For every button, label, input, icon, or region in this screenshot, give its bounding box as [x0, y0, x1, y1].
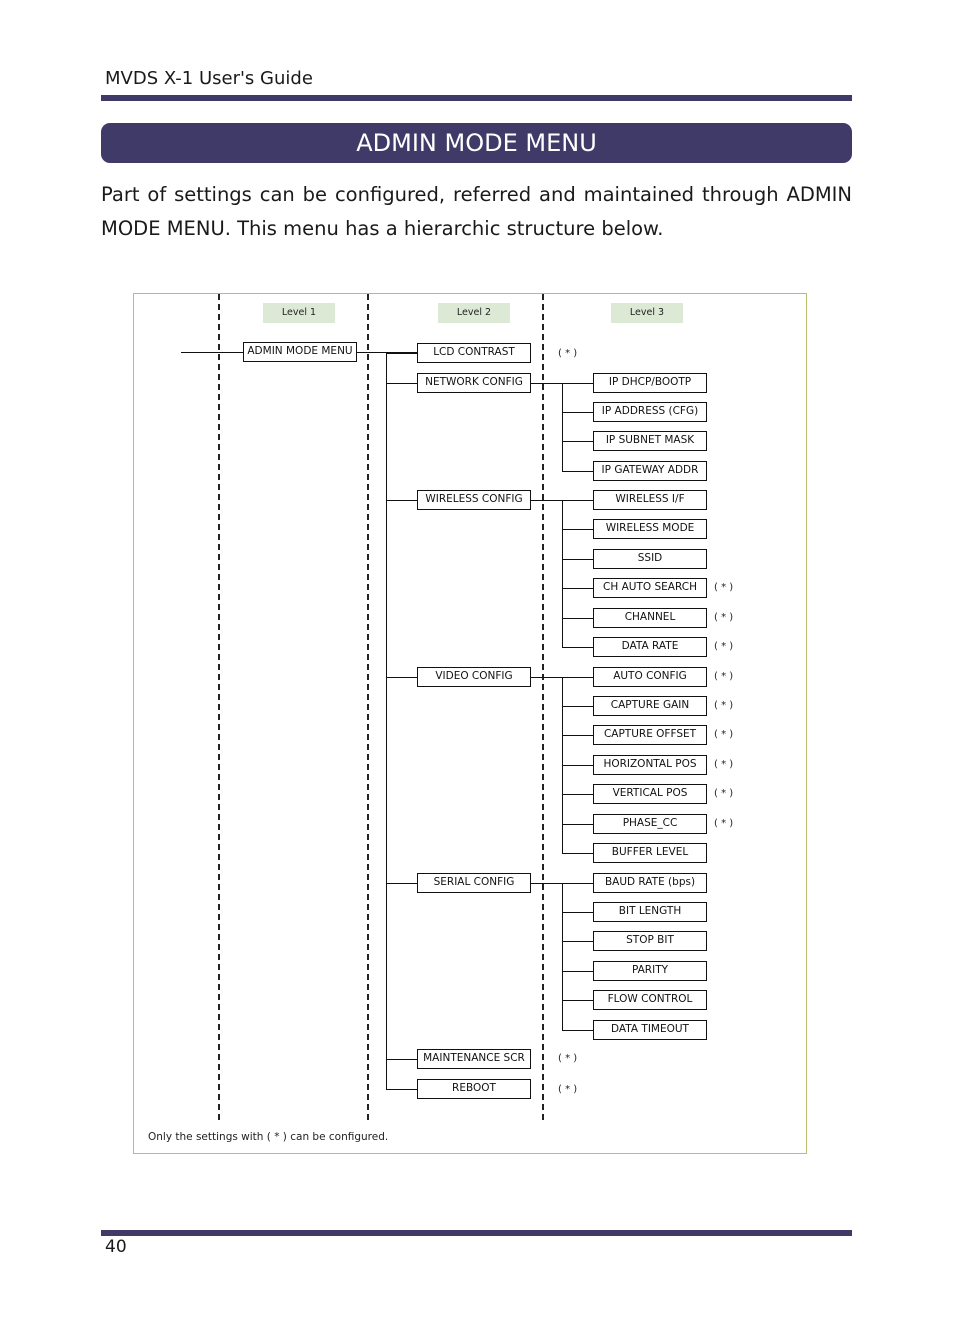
- data-rate-node: DATA RATE: [593, 637, 707, 657]
- connector: [562, 706, 593, 707]
- connector: [562, 941, 593, 942]
- auto-config-node: AUTO CONFIG: [593, 667, 707, 687]
- configurable-marker: ( * ): [714, 759, 734, 770]
- connector: [562, 559, 593, 560]
- ip-gateway-addr-node: IP GATEWAY ADDR: [593, 461, 707, 481]
- connector: [386, 353, 417, 354]
- connector: [386, 383, 417, 384]
- capture-offset-node: CAPTURE OFFSET: [593, 725, 707, 745]
- flow-control-node: FLOW CONTROL: [593, 990, 707, 1010]
- ssid-node: SSID: [593, 549, 707, 569]
- connector: [181, 352, 243, 353]
- horizontal-pos-node: HORIZONTAL POS: [593, 755, 707, 775]
- connector: [386, 883, 417, 884]
- bit-length-node: BIT LENGTH: [593, 902, 707, 922]
- configurable-marker: ( * ): [558, 1084, 578, 1095]
- menu-hierarchy-diagram: [133, 293, 807, 1154]
- connector: [562, 471, 593, 472]
- video-config-node: VIDEO CONFIG: [417, 667, 531, 687]
- connector: [562, 1030, 593, 1031]
- configurable-marker: ( * ): [714, 612, 734, 623]
- connector: [562, 500, 563, 647]
- reboot-node: REBOOT: [417, 1079, 531, 1099]
- footer-rule: [101, 1230, 852, 1236]
- connector: [562, 794, 593, 795]
- configurable-marker: ( * ): [714, 700, 734, 711]
- ip-address-node: IP ADDRESS (CFG): [593, 402, 707, 422]
- page-number: 40: [105, 1237, 127, 1257]
- configurable-marker: ( * ): [558, 1053, 578, 1064]
- diagram-footnote: Only the settings with ( * ) can be configured.: [148, 1131, 389, 1143]
- connector: [562, 912, 593, 913]
- connector: [562, 412, 593, 413]
- column-divider: [542, 294, 544, 1120]
- ip-dhcp-bootp-node: IP DHCP/BOOTP: [593, 373, 707, 393]
- network-config-node: NETWORK CONFIG: [417, 373, 531, 393]
- ch-auto-search-node: CH AUTO SEARCH: [593, 578, 707, 598]
- capture-gain-node: CAPTURE GAIN: [593, 696, 707, 716]
- wireless-config-node: WIRELESS CONFIG: [417, 490, 531, 510]
- maintenance-scr-node: MAINTENANCE SCR: [417, 1049, 531, 1069]
- connector: [386, 500, 417, 501]
- header-rule: [101, 95, 852, 101]
- buffer-level-node: BUFFER LEVEL: [593, 843, 707, 863]
- connector: [562, 883, 563, 1030]
- level-1-label: Level 1: [263, 303, 335, 323]
- connector: [562, 618, 593, 619]
- admin-mode-menu-node: ADMIN MODE MENU: [243, 342, 357, 362]
- parity-node: PARITY: [593, 961, 707, 981]
- configurable-marker: ( * ): [714, 641, 734, 652]
- section-banner: ADMIN MODE MENU: [101, 123, 852, 163]
- level-3-label: Level 3: [611, 303, 683, 323]
- configurable-marker: ( * ): [714, 729, 734, 740]
- configurable-marker: ( * ): [714, 818, 734, 829]
- connector: [562, 853, 593, 854]
- connector: [562, 647, 593, 648]
- configurable-marker: ( * ): [714, 671, 734, 682]
- connector: [386, 1059, 417, 1060]
- stop-bit-node: STOP BIT: [593, 931, 707, 951]
- lcd-contrast-node: LCD CONTRAST: [417, 343, 531, 363]
- column-divider: [218, 294, 220, 1120]
- connector: [562, 441, 593, 442]
- connector: [562, 1000, 593, 1001]
- data-timeout-node: DATA TIMEOUT: [593, 1020, 707, 1040]
- configurable-marker: ( * ): [714, 582, 734, 593]
- header-title: MVDS X-1 User's Guide: [105, 68, 313, 89]
- phase-cc-node: PHASE_CC: [593, 814, 707, 834]
- connector: [386, 352, 387, 1089]
- connector: [386, 677, 417, 678]
- connector: [562, 735, 593, 736]
- ip-subnet-mask-node: IP SUBNET MASK: [593, 431, 707, 451]
- wireless-mode-node: WIRELESS MODE: [593, 519, 707, 539]
- connector: [562, 765, 593, 766]
- level-2-label: Level 2: [438, 303, 510, 323]
- configurable-marker: ( * ): [558, 348, 578, 359]
- connector: [562, 383, 563, 471]
- connector: [562, 824, 593, 825]
- column-divider: [367, 294, 369, 1120]
- connector: [562, 588, 593, 589]
- connector: [562, 529, 593, 530]
- channel-node: CHANNEL: [593, 608, 707, 628]
- serial-config-node: SERIAL CONFIG: [417, 873, 531, 893]
- connector: [562, 971, 593, 972]
- baud-rate-node: BAUD RATE (bps): [593, 873, 707, 893]
- vertical-pos-node: VERTICAL POS: [593, 784, 707, 804]
- connector: [386, 1089, 417, 1090]
- configurable-marker: ( * ): [714, 788, 734, 799]
- wireless-if-node: WIRELESS I/F: [593, 490, 707, 510]
- intro-paragraph: Part of settings can be configured, referred and maintained through ADMIN MODE MENU. This menu has a hierarchic structure below.: [101, 183, 852, 240]
